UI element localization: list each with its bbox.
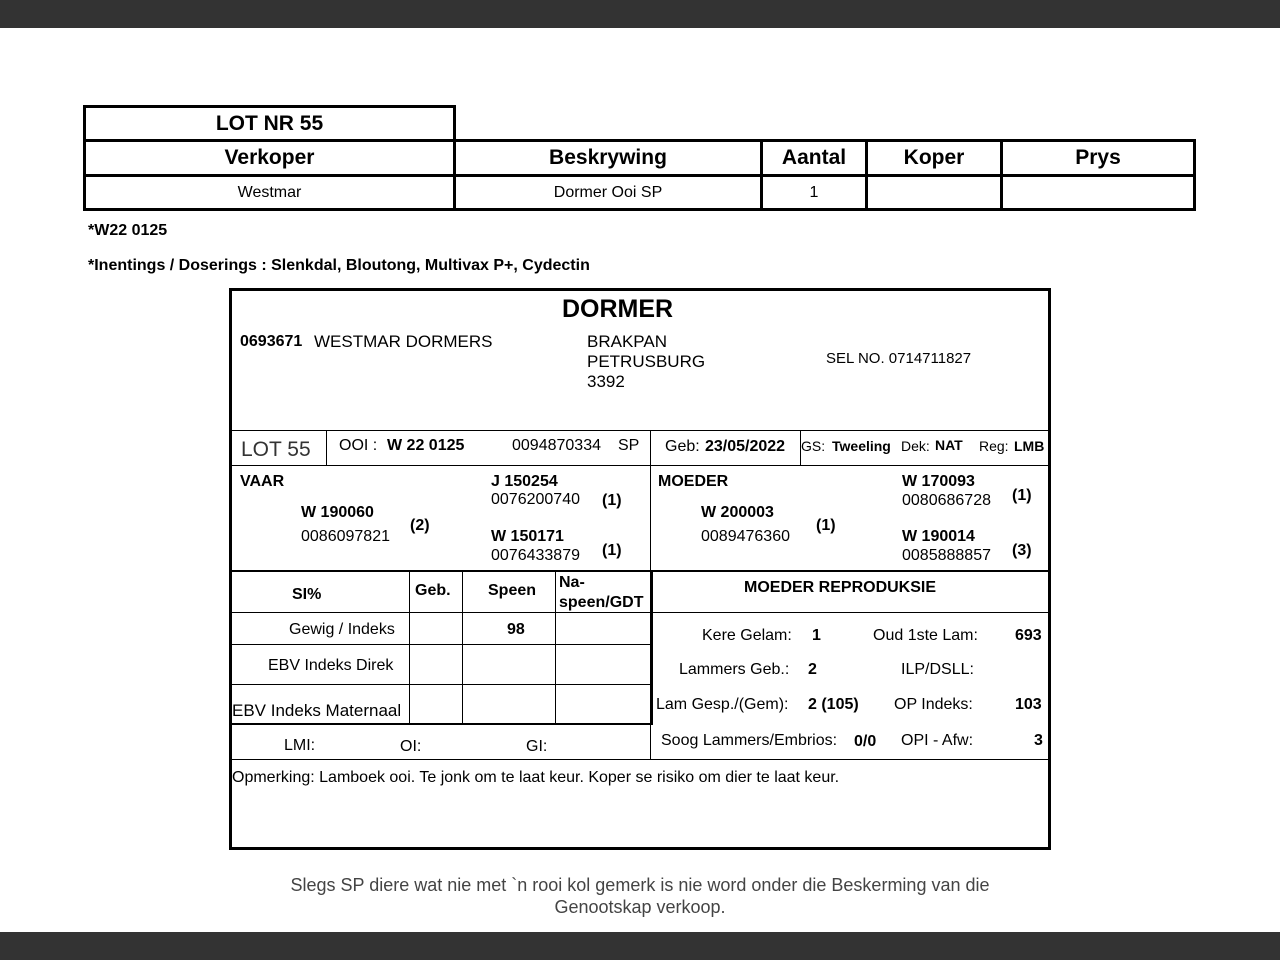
catalogue-card bbox=[229, 288, 1051, 850]
reg-label: Reg: bbox=[979, 438, 1009, 454]
sire-dam-count: (1) bbox=[602, 542, 622, 559]
row-gewig-indeks: Gewig / Indeks bbox=[289, 621, 395, 638]
row-ebv-direk: EBV Indeks Direk bbox=[268, 657, 394, 674]
lammers-value: 2 bbox=[808, 661, 817, 678]
gesp-value: 2 (105) bbox=[808, 696, 859, 713]
dam-count: (1) bbox=[816, 517, 836, 534]
col-naspeen: Na- speen/GDT bbox=[559, 574, 644, 611]
sire-number: 0086097821 bbox=[301, 528, 390, 545]
header-prys: Prys bbox=[1000, 139, 1196, 177]
dek-value: NAT bbox=[935, 437, 963, 453]
vaccination-note: *Inentings / Doserings : Slenkdal, Bloutong, Multivax P+, Cydectin bbox=[88, 257, 590, 274]
repro-title: MOEDER REPRODUKSIE bbox=[744, 579, 937, 596]
opi-value: 3 bbox=[1034, 732, 1043, 749]
address-line-1: BRAKPAN bbox=[587, 332, 667, 351]
breeder-name: WESTMAR DORMERS bbox=[314, 332, 493, 351]
dam-sire-count: (1) bbox=[1012, 487, 1032, 504]
ilp-label: ILP/DSLL: bbox=[901, 661, 974, 678]
header-koper: Koper bbox=[865, 139, 1003, 177]
address-line-2: PETRUSBURG bbox=[587, 352, 706, 371]
lot-number: LOT NR 55 bbox=[215, 111, 324, 135]
dam-dam-number: 0085888857 bbox=[902, 547, 991, 564]
lot-number-cell bbox=[83, 105, 456, 142]
reg-value: LMB bbox=[1014, 438, 1045, 454]
header-beskrywing: Beskrywing bbox=[453, 139, 763, 177]
sex-label: OOI : bbox=[339, 437, 378, 454]
remark: Opmerking: Lamboek ooi. Te jonk om te laat keur. Koper se risiko om dier te laat keur. bbox=[232, 769, 840, 786]
row-ebv-maternaal: EBV Indeks Maternaal bbox=[232, 701, 402, 720]
dam-id: W 200003 bbox=[701, 504, 774, 521]
dam-sire-id: W 170093 bbox=[902, 473, 975, 490]
oi-label: OI: bbox=[400, 738, 422, 755]
cell-beskrywing: Dormer Ooi SP bbox=[453, 174, 763, 211]
footer-line-1: Slegs SP diere wat nie met `n rooi kol gemerk is nie word onder die Beskerming van die bbox=[290, 875, 990, 895]
sire-label: VAAR bbox=[240, 473, 285, 490]
lammers-label: Lammers Geb.: bbox=[679, 661, 790, 678]
dam-label: MOEDER bbox=[658, 473, 729, 490]
birth-date: 23/05/2022 bbox=[705, 438, 786, 455]
cell-aantal: 1 bbox=[760, 174, 868, 211]
cell-koper bbox=[865, 174, 1003, 211]
sire-sire-count: (1) bbox=[602, 492, 622, 509]
card-lot: LOT 55 bbox=[241, 438, 311, 461]
soog-value: 0/0 bbox=[854, 733, 877, 750]
grade: SP bbox=[618, 437, 640, 454]
dek-label: Dek: bbox=[901, 438, 930, 454]
sire-id: W 190060 bbox=[301, 504, 374, 521]
sire-dam-number: 0076433879 bbox=[491, 547, 580, 564]
header-verkoper: Verkoper bbox=[83, 139, 456, 177]
dam-dam-count: (3) bbox=[1012, 542, 1032, 559]
speen-value: 98 bbox=[507, 621, 525, 638]
cell-prys bbox=[1000, 174, 1196, 211]
sel-number: SEL NO. 0714711827 bbox=[826, 350, 972, 367]
col-geb: Geb. bbox=[415, 582, 451, 599]
cell-verkoper: Westmar bbox=[83, 174, 456, 211]
dam-number: 0089476360 bbox=[701, 528, 790, 545]
kere-label: Kere Gelam: bbox=[702, 627, 792, 644]
dam-dam-id: W 190014 bbox=[902, 528, 975, 545]
breed-title: DORMER bbox=[562, 295, 674, 323]
breeder-number: 0693671 bbox=[240, 333, 303, 350]
address-line-3: 3392 bbox=[587, 372, 625, 391]
opi-label: OPI - Afw: bbox=[901, 732, 974, 749]
sire-sire-number: 0076200740 bbox=[491, 491, 580, 508]
sire-dam-id: W 150171 bbox=[491, 528, 564, 545]
oud-value: 693 bbox=[1015, 627, 1042, 644]
gs-value: Tweeling bbox=[832, 438, 891, 454]
oud-label: Oud 1ste Lam: bbox=[873, 627, 978, 644]
si-label: SI% bbox=[292, 586, 322, 603]
header-aantal: Aantal bbox=[760, 139, 868, 177]
op-value: 103 bbox=[1015, 696, 1042, 713]
sire-sire-id: J 150254 bbox=[491, 473, 558, 490]
kere-value: 1 bbox=[812, 627, 821, 644]
dam-sire-number: 0080686728 bbox=[902, 492, 991, 509]
animal-id-note: *W22 0125 bbox=[88, 222, 168, 239]
top-bar bbox=[0, 0, 1280, 28]
bottom-bar bbox=[0, 932, 1280, 960]
col-speen: Speen bbox=[488, 582, 537, 599]
registration-number: 0094870334 bbox=[512, 437, 601, 454]
soog-label: Soog Lammers/Embrios: bbox=[661, 732, 838, 749]
op-label: OP Indeks: bbox=[894, 696, 973, 713]
birth-label: Geb: bbox=[665, 438, 700, 455]
gi-label: GI: bbox=[526, 738, 548, 755]
gesp-label: Lam Gesp./(Gem): bbox=[656, 696, 789, 713]
animal-id: W 22 0125 bbox=[387, 437, 465, 454]
sire-count: (2) bbox=[410, 517, 430, 534]
lmi-label: LMI: bbox=[284, 737, 316, 754]
gs-label: GS: bbox=[801, 438, 826, 454]
footer-line-2: Genootskap verkoop. bbox=[554, 897, 726, 917]
